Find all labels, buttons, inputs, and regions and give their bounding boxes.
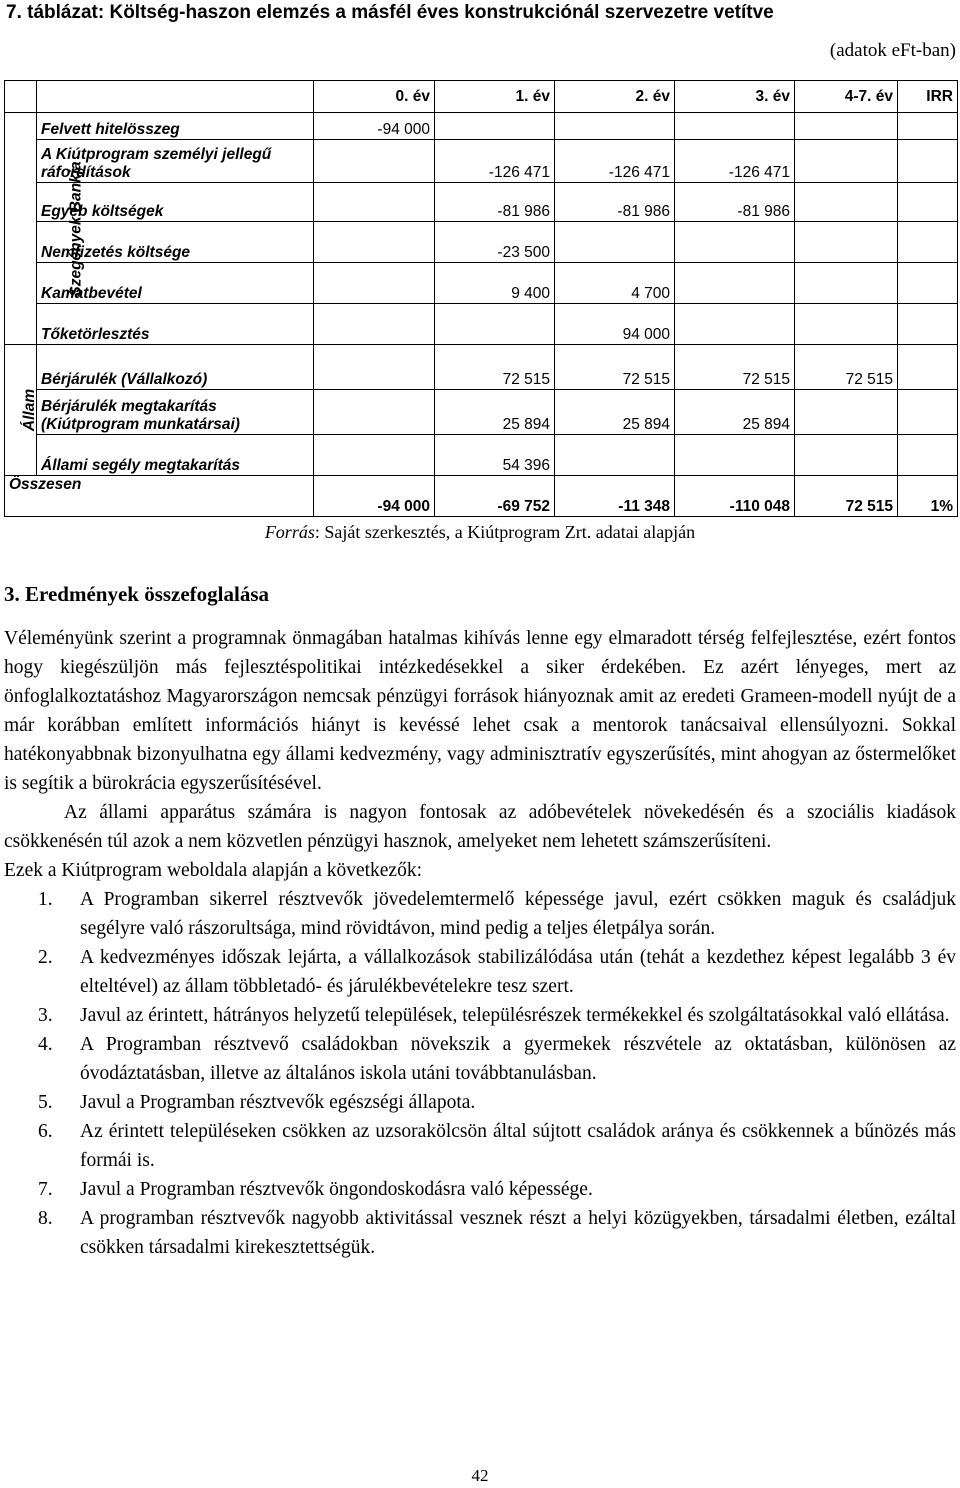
cell-value: 9 400: [435, 263, 555, 304]
cell-value: [675, 304, 795, 345]
cell-value: [435, 304, 555, 345]
cell-value: [675, 435, 795, 476]
cell-value: [314, 183, 435, 222]
cell-value: [675, 113, 795, 140]
cell-value: [795, 183, 898, 222]
cell-value: [795, 263, 898, 304]
cell-value: [314, 222, 435, 263]
cell-value: [898, 113, 958, 140]
cell-value: -81 986: [435, 183, 555, 222]
cell-value: [898, 222, 958, 263]
cell-value: [795, 390, 898, 435]
list-item: [4, 1117, 956, 1175]
list-number: 6.: [38, 1121, 53, 1142]
table-row: [5, 140, 958, 183]
total-value: 1%: [898, 476, 958, 517]
list-item: [4, 1001, 956, 1030]
table-row: [5, 113, 958, 140]
cell-value: [314, 435, 435, 476]
table-row: [5, 183, 958, 222]
cell-value: [898, 140, 958, 183]
cell-value: [795, 304, 898, 345]
list-item: [4, 1030, 956, 1088]
cell-value: 72 515: [795, 345, 898, 390]
cell-value: -23 500: [435, 222, 555, 263]
list-item: [4, 1088, 956, 1117]
paragraph: Ezek a Kiútprogram weboldala alapján a következők:: [4, 860, 422, 881]
cell-value: [314, 390, 435, 435]
list-number: 5.: [38, 1092, 53, 1113]
cell-value: 72 515: [675, 345, 795, 390]
cell-value: 94 000: [555, 304, 675, 345]
list-number: 4.: [38, 1034, 53, 1055]
cell-value: -81 986: [555, 183, 675, 222]
header-corner: [5, 81, 37, 113]
list-number: 8.: [38, 1208, 53, 1229]
cost-benefit-table: [4, 80, 958, 517]
total-row: [5, 476, 958, 517]
table-caption: 7. táblázat: Költség-haszon elemzés a másfél éves konstrukciónál szervezetre vetítve: [6, 2, 774, 23]
list-item: [4, 943, 956, 1001]
total-value: -94 000: [314, 476, 435, 517]
cell-value: [795, 140, 898, 183]
paragraph: Véleményünk szerint a programnak önmagában hatalmas kihívás lenne egy elmaradott térség felfejlesztése, ezért fontos hogy kiegészüljön más fejlesztéspolitikai intézkedésekkel a siker érdekében. Ez azért lényeges, mert az önfoglalkoztatáshoz Magyarországon nemcsak pénzügyi források hiányoznak amit az eredeti Grameen-modell nyújt de a már korábban említett információs hiányt is kevéssé lehet csak a mentorok tanácsaival ellensúlyozni. Sokkal hatékonyabbnak bizonyulhatna egy állami kedvezmény, vagy adminisztratív egyszerűsítés, mint ahogyan az őstermelőket is segítik a bürokrácia egyszerűsítésével.: [4, 628, 956, 794]
cell-value: [675, 263, 795, 304]
cell-value: -126 471: [435, 140, 555, 183]
list-text: Javul az érintett, hátrányos helyzetű települések, településrészek termékekkel és szolgáltatásokkal való ellátása.: [80, 1005, 950, 1026]
list-number: 7.: [38, 1179, 53, 1200]
cell-value: [314, 345, 435, 390]
cell-value: [314, 304, 435, 345]
cell-value: [314, 263, 435, 304]
table-row: [5, 304, 958, 345]
body-text: [4, 624, 956, 1262]
cell-value: [675, 222, 795, 263]
cell-value: [898, 435, 958, 476]
header-year-2: 2. év: [555, 81, 675, 113]
table-header-row: [5, 81, 958, 113]
list-item: [4, 1204, 956, 1262]
cell-value: 72 515: [555, 345, 675, 390]
table-row: [5, 345, 958, 390]
cell-value: 72 515: [435, 345, 555, 390]
cell-value: [898, 390, 958, 435]
list-text: Javul a Programban résztvevők egészségi állapota.: [80, 1092, 476, 1113]
list-number: 3.: [38, 1005, 53, 1026]
cell-value: [898, 263, 958, 304]
row-label: Nemfizetés költsége: [37, 222, 314, 263]
list-text: A Programban sikerrel résztvevők jövedelemtermelő képessége javul, ezért csökken maguk és családjuk segélyre való rászorultsága, mind rövidtávon, mind pedig a teljes életpálya során.: [80, 889, 956, 939]
cell-value: [795, 113, 898, 140]
benefits-list: [4, 885, 956, 1262]
list-number: 1.: [38, 889, 53, 910]
cell-value: [555, 113, 675, 140]
cell-value: -126 471: [555, 140, 675, 183]
row-label: Egyéb költségek: [37, 183, 314, 222]
cell-value: [898, 183, 958, 222]
table-row: [5, 222, 958, 263]
row-label: Kamatbevétel: [37, 263, 314, 304]
cell-value: [555, 435, 675, 476]
paragraph: Az állami apparátus számára is nagyon fontosak az adóbevételek növekedésén és a szociális kiadások csökkenésén túl azok a nem közvetlen pénzügyi hasznok, amelyeket nem lehetett számszerűsíteni.: [4, 802, 956, 852]
list-item: [4, 1175, 956, 1204]
cell-value: [795, 222, 898, 263]
table-row: [5, 435, 958, 476]
cell-value: -81 986: [675, 183, 795, 222]
cell-value: 4 700: [555, 263, 675, 304]
total-value: -69 752: [435, 476, 555, 517]
header-label-cell: [37, 81, 314, 113]
header-year-3: 3. év: [675, 81, 795, 113]
list-text: A kedvezményes időszak lejárta, a vállalkozások stabilizálódása után (tehát a kezdethez képest legalább 3 év elteltével) az állam többletadó- és járulékbevételekre tesz szert.: [80, 947, 956, 997]
header-year-0: 0. év: [314, 81, 435, 113]
cell-value: [435, 113, 555, 140]
list-text: A Programban résztvevő családokban növekszik a gyermekek részvétele az oktatásban, különösen az óvodáztatásban, illetve az általános iskola utáni továbbtanulásban.: [80, 1034, 956, 1084]
list-number: 2.: [38, 947, 53, 968]
list-text: Az érintett településeken csökken az uzsorakölcsön által sújtott családok aránya és csökkennek a bűnözés más formái is.: [80, 1121, 956, 1171]
total-value: -110 048: [675, 476, 795, 517]
row-label: Felvett hitelösszeg: [37, 113, 314, 140]
group-label-state: Állam: [5, 345, 37, 476]
source-text: : Saját szerkesztés, a Kiútprogram Zrt. adatai alapján: [314, 522, 696, 542]
cell-value: 25 894: [435, 390, 555, 435]
total-value: -11 348: [555, 476, 675, 517]
cell-value: 25 894: [675, 390, 795, 435]
cell-value: [898, 304, 958, 345]
cell-value: [795, 435, 898, 476]
row-label: A Kiútprogram személyi jellegű ráfordítások: [37, 140, 314, 183]
row-label: Tőketörlesztés: [37, 304, 314, 345]
page-number: 42: [471, 1466, 489, 1485]
header-year-1: 1. év: [435, 81, 555, 113]
group-label-bank: Szegények Bankja: [5, 113, 37, 345]
table-source: [0, 522, 960, 543]
cell-value: [898, 345, 958, 390]
section-title: 3. Eredmények összefoglalása: [4, 582, 270, 606]
header-year-4-7: 4-7. év: [795, 81, 898, 113]
total-value: 72 515: [795, 476, 898, 517]
list-text: A programban résztvevők nagyobb aktivitással vesznek részt a helyi közügyekben, társadalmi életben, ezáltal csökken társadalmi kirekesztettségük.: [80, 1208, 956, 1258]
unit-note: (adatok eFt-ban): [829, 40, 956, 61]
total-label: Összesen: [5, 476, 314, 517]
list-item: [4, 885, 956, 943]
table-row: [5, 263, 958, 304]
header-irr: IRR: [898, 81, 958, 113]
cell-value: 54 396: [435, 435, 555, 476]
list-text: Javul a Programban résztvevők öngondoskodásra való képessége.: [80, 1179, 593, 1200]
table-row: [5, 390, 958, 435]
cell-value: -126 471: [675, 140, 795, 183]
source-prefix: Forrás: [264, 522, 315, 542]
row-label: Bérjárulék (Vállalkozó): [37, 345, 314, 390]
row-label: Bérjárulék megtakarítás (Kiútprogram munkatársai): [37, 390, 314, 435]
cell-value: [314, 140, 435, 183]
cell-value: [555, 222, 675, 263]
row-label: Állami segély megtakarítás: [37, 435, 314, 476]
cell-value: -94 000: [314, 113, 435, 140]
cell-value: 25 894: [555, 390, 675, 435]
